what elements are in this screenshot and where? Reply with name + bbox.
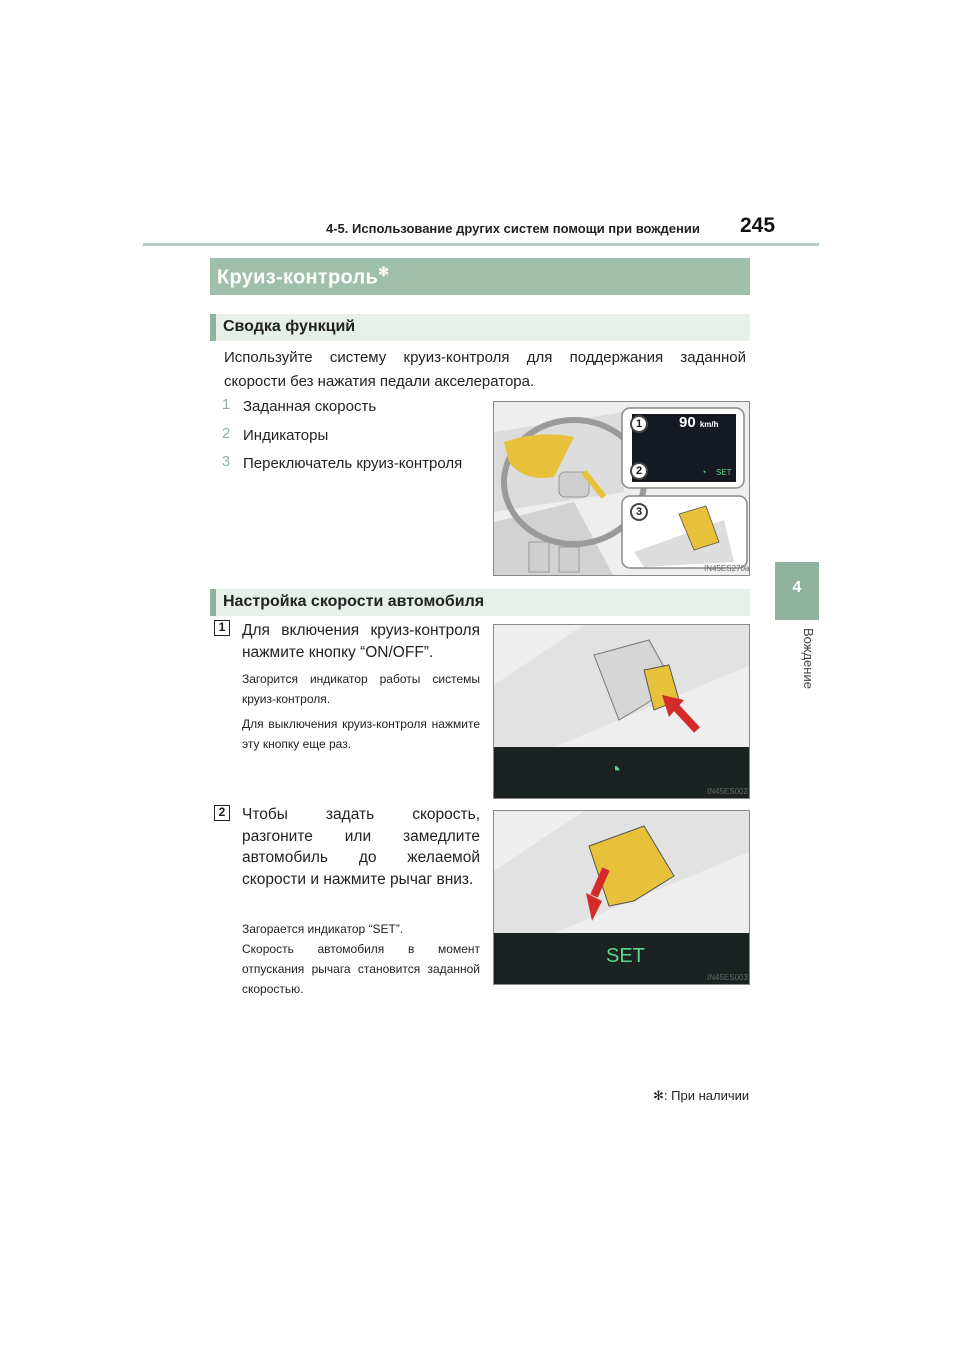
page-number: 245 (740, 214, 776, 237)
summary-item: Переключатель круиз-контроля (243, 455, 463, 472)
step-1-note: Для выключения круиз-контроля нажмите эту кнопку еще раз. (242, 717, 480, 751)
on-off-button-illustration (493, 624, 750, 799)
summary-item: Индикаторы (243, 427, 329, 444)
step-2-note: Загорается индикатор “SET”. (242, 922, 404, 936)
cruise-control-indicator-icon: ◔ (609, 759, 622, 781)
footnote-text: : При наличии (663, 1088, 750, 1103)
callout-3: 3 (630, 503, 648, 521)
page-title-text: Круиз-контроль (217, 266, 379, 289)
summary-intro: Используйте систему круиз-контроля для поддержания заданной скорости без нажатия педали акселератора. (224, 349, 746, 390)
set-speed-readout (679, 414, 719, 431)
speed-unit: km/h (699, 420, 719, 429)
callout-2: 2 (630, 462, 648, 480)
header-rule (143, 243, 819, 246)
figure-code: IN45ES270a (704, 564, 750, 573)
cockpit-illustration (493, 401, 750, 576)
step-number-1: 1 (214, 620, 230, 636)
step-1-note: Загорится индикатор работы системы круиз-контроля. (242, 672, 480, 706)
lever-drawing-1 (494, 625, 750, 799)
step-2-note: Скорость автомобиля в момент отпускания рычага становится заданной скоростью. (242, 942, 480, 996)
page-title (217, 264, 389, 290)
setting-heading: Настройка скорости автомобиля (223, 593, 485, 610)
set-indicator-text: SET (606, 945, 645, 967)
figure-code: IN45ES003 (707, 973, 748, 982)
summary-item-number: 3 (221, 453, 231, 470)
summary-item-number: 1 (221, 396, 231, 413)
footnote (653, 1088, 749, 1104)
set-lever-illustration (493, 810, 750, 985)
speedometer-icon: ◔ (701, 467, 707, 477)
summary-heading: Сводка функций (223, 318, 356, 335)
asterisk-icon: ✻ (378, 264, 390, 279)
asterisk-icon: ✻ (653, 1088, 664, 1103)
speed-value: 90 (679, 414, 696, 431)
callout-1: 1 (630, 415, 648, 433)
step-1-text: Для включения круиз-контроля нажмите кнопку “ON/OFF”. (242, 622, 480, 661)
figure-code: IN45ES002 (707, 787, 748, 796)
set-indicator: SET (716, 468, 732, 477)
step-2-text: Чтобы задать скорость, разгоните или замедлите автомобиль до желаемой скорости и нажмите рычаг вниз. (242, 806, 480, 888)
summary-item-number: 2 (221, 425, 231, 442)
summary-item: Заданная скорость (243, 398, 377, 415)
section-title: 4-5. Использование других систем помощи при вождении (326, 221, 700, 236)
chapter-tab[interactable]: 4 (775, 562, 819, 620)
chapter-label: Вождение (801, 628, 816, 689)
step-number-2: 2 (214, 805, 230, 821)
